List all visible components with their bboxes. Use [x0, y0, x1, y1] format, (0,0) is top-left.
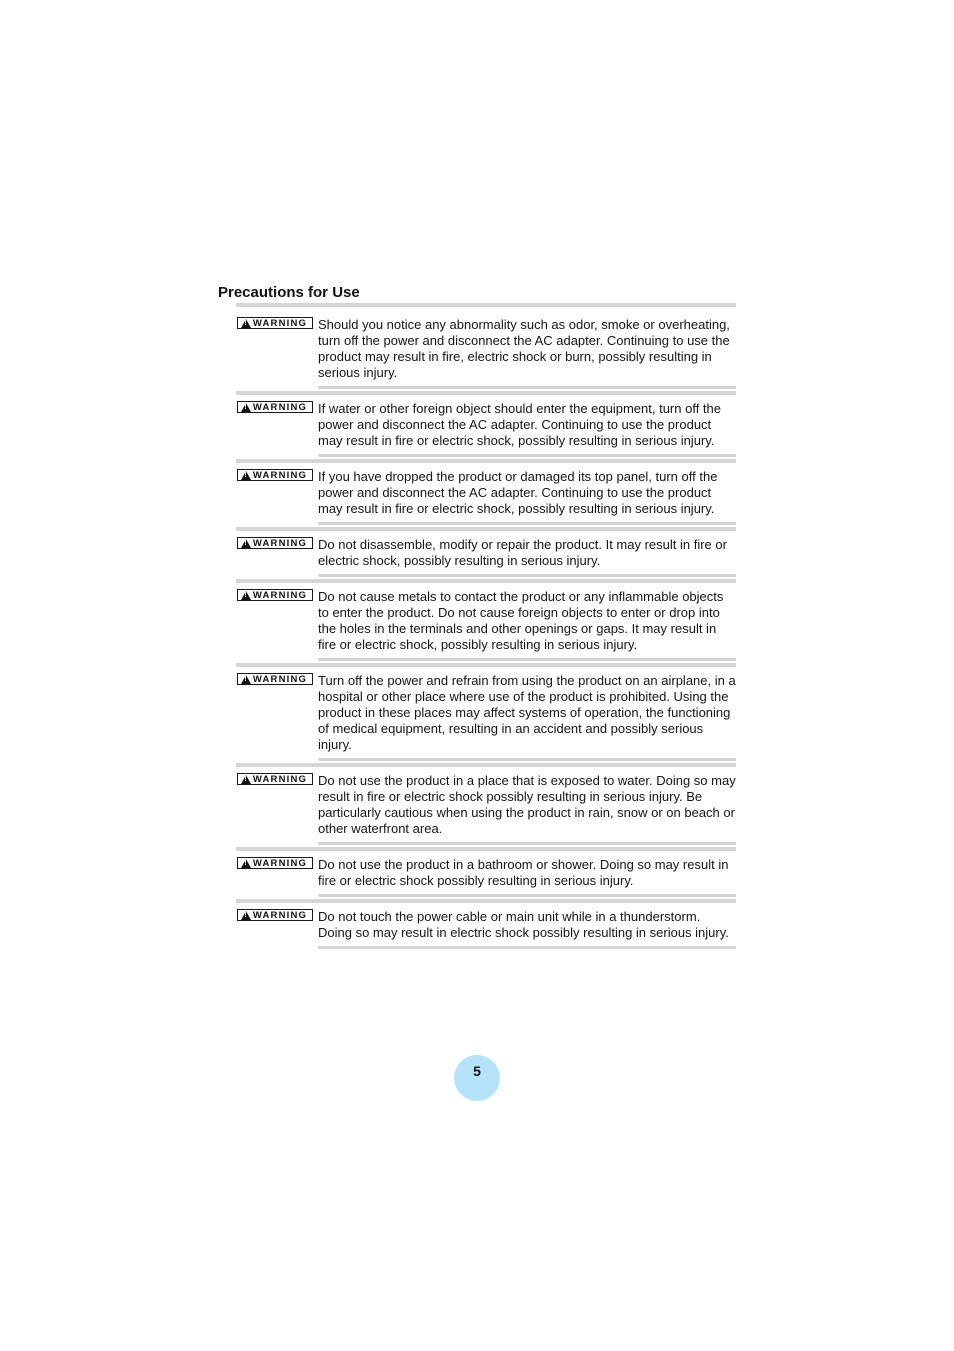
- warning-divider: [236, 847, 736, 851]
- warning-item: [236, 899, 736, 949]
- warning-divider: [236, 579, 736, 583]
- warning-divider: [318, 894, 736, 897]
- warning-divider: [236, 899, 736, 903]
- warning-divider: [318, 454, 736, 457]
- warning-text: Do not disassemble, modify or repair the product. It may result in fire or electric shock, possibly resulting in serious injury.: [318, 537, 727, 568]
- warning-badge-label: WARNING: [252, 857, 308, 869]
- warning-item: [236, 663, 736, 761]
- warning-text: Do not use the product in a place that is exposed to water. Doing so may result in fire or electric shock possibly resulting in serious injury. Be particularly cautious when using the product in rain, snow or on beach or other waterfront area.: [318, 773, 736, 836]
- warning-list: [236, 307, 736, 949]
- warning-divider: [236, 459, 736, 463]
- warning-badge-label: WARNING: [252, 773, 308, 785]
- warning-triangle-icon: [241, 403, 251, 412]
- warning-text: Should you notice any abnormality such as odor, smoke or overheating, turn off the power and disconnect the AC adapter. Continuing to use the product may result in fire, electric shock or burn, possibly resulting in serious injury.: [318, 317, 730, 380]
- section-title: Precautions for Use: [218, 284, 360, 301]
- warning-divider: [318, 658, 736, 661]
- warning-badge-label: WARNING: [252, 537, 308, 549]
- warning-divider: [318, 758, 736, 761]
- warning-badge: [237, 537, 313, 549]
- warning-divider: [236, 527, 736, 531]
- warning-divider: [236, 391, 736, 395]
- warning-item: [236, 579, 736, 661]
- warning-triangle-icon: [241, 319, 251, 328]
- warning-badge-label: WARNING: [252, 673, 308, 685]
- warning-divider: [318, 946, 736, 949]
- warning-text: Turn off the power and refrain from using the product on an airplane, in a hospital or other place where use of the product is prohibited. Using the product in these places may affect systems of operation, the functioning of medical equipment, resulting in an accident and possibly serious injury.: [318, 673, 736, 752]
- warning-badge: [237, 317, 313, 329]
- warning-text: If water or other foreign object should enter the equipment, turn off the power and disconnect the AC adapter. Continuing to use the product may result in fire or electric shock, possibly resulting in serious injury.: [318, 401, 722, 448]
- warning-badge: [237, 773, 313, 785]
- warning-triangle-icon: [241, 911, 251, 920]
- warning-triangle-icon: [241, 591, 251, 600]
- warning-item: [236, 847, 736, 897]
- warning-item: [236, 763, 736, 845]
- warning-divider: [318, 386, 736, 389]
- warning-triangle-icon: [241, 675, 251, 684]
- warning-badge: [237, 589, 313, 601]
- warning-badge-label: WARNING: [252, 469, 308, 481]
- warning-text: If you have dropped the product or damaged its top panel, turn off the power and disconnect the AC adapter. Continuing to use the product may result in fire or electric shock, possibly resulting in serious injury.: [318, 469, 718, 516]
- warning-text: Do not touch the power cable or main unit while in a thunderstorm. Doing so may result in electric shock possibly resulting in serious injury.: [318, 909, 729, 940]
- warning-divider: [318, 574, 736, 577]
- warning-badge: [237, 469, 313, 481]
- warning-text: Do not cause metals to contact the product or any inflammable objects to enter the product. Do not cause foreign objects to enter or drop into the holes in the terminals and other openings or gaps. It may result in fire or electric shock, possibly resulting in serious injury.: [318, 589, 724, 652]
- warning-badge: [237, 401, 313, 413]
- warning-triangle-icon: [241, 775, 251, 784]
- warning-badge-label: WARNING: [252, 589, 308, 601]
- warning-item: [236, 307, 736, 389]
- warning-divider: [236, 763, 736, 767]
- warning-text: Do not use the product in a bathroom or shower. Doing so may result in fire or electric shock possibly resulting in serious injury.: [318, 857, 729, 888]
- page-number: 5: [454, 1055, 500, 1101]
- warning-item: [236, 527, 736, 577]
- warning-divider: [236, 663, 736, 667]
- warning-badge-label: WARNING: [252, 317, 308, 329]
- warning-badge: [237, 673, 313, 685]
- warning-triangle-icon: [241, 859, 251, 868]
- warning-triangle-icon: [241, 539, 251, 548]
- warning-divider: [318, 842, 736, 845]
- warning-item: [236, 459, 736, 525]
- warning-badge: [237, 909, 313, 921]
- warning-badge-label: WARNING: [252, 401, 308, 413]
- warning-triangle-icon: [241, 471, 251, 480]
- warning-item: [236, 391, 736, 457]
- warning-badge: [237, 857, 313, 869]
- warning-badge-label: WARNING: [252, 909, 308, 921]
- warning-divider: [318, 522, 736, 525]
